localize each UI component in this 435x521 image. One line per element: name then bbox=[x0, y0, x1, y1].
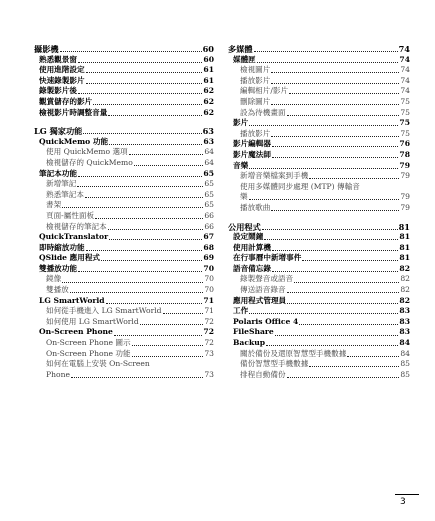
toc-dot-leader bbox=[83, 133, 201, 134]
toc-entry-title: 音樂 bbox=[233, 160, 249, 170]
toc-subentry[interactable] bbox=[228, 370, 410, 381]
toc-entry-title: Polaris Office 4 bbox=[233, 316, 299, 326]
toc-dot-leader bbox=[272, 250, 398, 251]
toc-entry-title: 使用計算機 bbox=[233, 242, 271, 252]
toc-entry-title: 備份智慧型手機數據 bbox=[240, 359, 309, 369]
toc-entry-title: On-Screen Phone 功能 bbox=[46, 348, 131, 358]
toc-entry-title: 關於備份及還原智慧型手機數據 bbox=[240, 348, 347, 358]
toc-subentry[interactable] bbox=[34, 222, 214, 233]
toc-entry-title: 工作 bbox=[233, 306, 249, 316]
toc-entry-title: 檢視影片時調整音量 bbox=[39, 107, 108, 117]
toc-page-number: 82 bbox=[400, 285, 410, 295]
toc-entry[interactable] bbox=[34, 97, 214, 108]
toc-subentry-continuation[interactable] bbox=[228, 192, 410, 203]
toc-entry[interactable] bbox=[34, 327, 214, 338]
toc-page-number: 75 bbox=[400, 107, 410, 117]
toc-subentry[interactable] bbox=[34, 306, 214, 317]
toc-dot-leader bbox=[271, 210, 399, 211]
toc-page-number: 63 bbox=[203, 136, 214, 146]
toc-dot-leader bbox=[62, 207, 203, 208]
toc-right-column bbox=[228, 44, 410, 380]
toc-dot-leader bbox=[287, 115, 400, 116]
toc-section-heading[interactable] bbox=[34, 126, 214, 137]
toc-subentry[interactable] bbox=[228, 76, 410, 87]
toc-dot-leader bbox=[78, 176, 202, 177]
toc-dot-leader bbox=[347, 356, 399, 357]
toc-entry[interactable] bbox=[34, 65, 214, 76]
toc-page-number: 83 bbox=[399, 316, 410, 326]
toc-entry[interactable] bbox=[228, 243, 410, 254]
toc-entry-title: 影片編輯器 bbox=[233, 139, 271, 149]
toc-page-number: 72 bbox=[204, 316, 214, 326]
toc-entry-title: On-Screen Phone bbox=[39, 327, 113, 337]
toc-page-number: 74 bbox=[399, 54, 410, 64]
toc-page-number: 70 bbox=[204, 274, 214, 284]
toc-section-heading[interactable] bbox=[228, 222, 410, 233]
toc-entry-title: Backup bbox=[233, 338, 266, 348]
toc-dot-leader bbox=[257, 62, 399, 63]
toc-dot-leader bbox=[266, 345, 398, 346]
toc-entry-title: 雙播放 bbox=[46, 285, 69, 295]
toc-dot-leader bbox=[262, 229, 398, 230]
toc-entry-title: 即時縮放功能 bbox=[39, 242, 85, 252]
toc-entry-title: 媒體匣 bbox=[233, 54, 256, 64]
toc-dot-leader bbox=[302, 260, 398, 261]
toc-subentry[interactable] bbox=[34, 190, 214, 201]
toc-dot-leader bbox=[287, 377, 400, 378]
toc-page-number: 71 bbox=[204, 306, 214, 316]
toc-subentry[interactable] bbox=[34, 158, 214, 169]
toc-subentry[interactable] bbox=[34, 179, 214, 190]
toc-dot-leader bbox=[271, 72, 399, 73]
toc-entry-title: 書架 bbox=[46, 200, 62, 210]
toc-entry-title: 檢視儲存的 QuickMemo bbox=[46, 157, 133, 167]
toc-dot-leader bbox=[249, 168, 398, 169]
toc-entry-title: 筆記本功能 bbox=[39, 168, 77, 178]
toc-entry-title: LG SmartWorld bbox=[39, 295, 105, 305]
toc-entry-title: 新增音樂檔案到手機 bbox=[240, 171, 309, 181]
toc-subentry[interactable] bbox=[228, 129, 410, 140]
toc-entry-title: 在行事曆中新增事件 bbox=[233, 253, 302, 263]
toc-entry[interactable] bbox=[228, 327, 410, 338]
toc-page-number: 81 bbox=[399, 232, 410, 242]
toc-entry[interactable] bbox=[228, 150, 410, 161]
toc-page-number: 81 bbox=[399, 242, 410, 252]
toc-page-number: 79 bbox=[400, 192, 410, 202]
page-number: 3 bbox=[400, 497, 406, 507]
toc-dot-leader bbox=[129, 154, 204, 155]
toc-subentry[interactable] bbox=[228, 182, 410, 193]
toc-page-number: 62 bbox=[203, 96, 214, 106]
toc-dot-leader bbox=[132, 345, 204, 346]
toc-dot-leader bbox=[109, 239, 202, 240]
toc-dot-leader bbox=[109, 144, 202, 145]
toc-entry-title: 使用多媒體同步處理 (MTP) 傳輸音 bbox=[240, 181, 360, 191]
toc-entry-title: 檢視圖片 bbox=[240, 65, 271, 75]
toc-page-number: 72 bbox=[204, 338, 214, 348]
toc-page-number: 68 bbox=[203, 242, 214, 252]
toc-subentry[interactable] bbox=[34, 317, 214, 328]
toc-entry-title: 新增筆記 bbox=[46, 179, 77, 189]
toc-page-number: 82 bbox=[399, 263, 410, 273]
toc-dot-leader bbox=[271, 136, 399, 137]
toc-section-heading[interactable] bbox=[228, 44, 410, 55]
toc-entry[interactable] bbox=[34, 86, 214, 97]
toc-page-number: 66 bbox=[204, 221, 214, 231]
toc-entry[interactable] bbox=[34, 243, 214, 254]
toc-entry-title: On-Screen Phone 圖示 bbox=[46, 338, 131, 348]
toc-page-number: 69 bbox=[203, 253, 214, 263]
toc-dot-leader bbox=[86, 83, 203, 84]
toc-entry[interactable] bbox=[228, 338, 410, 349]
toc-page-number: 83 bbox=[399, 306, 410, 316]
toc-entry-title: 播放影片 bbox=[240, 128, 271, 138]
toc-dot-leader bbox=[287, 292, 400, 293]
toc-page-number: 82 bbox=[400, 274, 410, 284]
toc-subentry[interactable] bbox=[228, 171, 410, 182]
toc-entry[interactable] bbox=[34, 169, 214, 180]
toc-entry[interactable] bbox=[228, 55, 410, 66]
toc-page-number: 78 bbox=[399, 149, 410, 159]
toc-entry[interactable] bbox=[228, 253, 410, 264]
toc-page-number: 70 bbox=[204, 285, 214, 295]
toc-page-number: 83 bbox=[399, 327, 410, 337]
toc-dot-leader bbox=[294, 282, 399, 283]
toc-page-number: 60 bbox=[203, 54, 214, 64]
toc-entry-title: 公用程式 bbox=[228, 221, 261, 232]
toc-page-number: 85 bbox=[400, 369, 410, 379]
toc-page-number: 73 bbox=[204, 369, 214, 379]
toc-page-number: 62 bbox=[203, 107, 214, 117]
toc-subentry[interactable] bbox=[34, 359, 214, 370]
toc-entry-title: 傳送語音錄音 bbox=[240, 285, 286, 295]
toc-page-number: 67 bbox=[203, 232, 214, 242]
toc-entry[interactable] bbox=[34, 55, 214, 66]
toc-page-number: 74 bbox=[398, 44, 410, 54]
toc-dot-leader bbox=[163, 313, 204, 314]
toc-page-number: 65 bbox=[204, 189, 214, 199]
toc-entry[interactable] bbox=[228, 161, 410, 172]
toc-dot-leader bbox=[299, 324, 398, 325]
toc-page-number: 66 bbox=[204, 210, 214, 220]
toc-entry[interactable] bbox=[34, 232, 214, 243]
toc-dot-leader bbox=[60, 51, 202, 52]
toc-page-number: 82 bbox=[399, 295, 410, 305]
toc-entry-title: 快速錄製影片 bbox=[39, 75, 85, 85]
toc-entry-title: 影片 bbox=[233, 118, 249, 128]
toc-entry[interactable] bbox=[34, 108, 214, 119]
toc-entry-title: 如何在電腦上安裝 On-Screen bbox=[46, 359, 150, 369]
toc-dot-leader bbox=[86, 250, 203, 251]
toc-entry-title: LG 獨家功能 bbox=[34, 126, 83, 137]
toc-dot-leader bbox=[78, 62, 202, 63]
toc-entry-title: 編輯相片/影片 bbox=[240, 86, 289, 96]
toc-dot-leader bbox=[254, 51, 398, 52]
toc-subentry[interactable] bbox=[34, 349, 214, 360]
toc-entry-title: 檢視儲存的筆記本 bbox=[46, 221, 107, 231]
toc-subentry[interactable] bbox=[228, 108, 410, 119]
toc-page-number: 73 bbox=[204, 348, 214, 358]
toc-subentry[interactable] bbox=[34, 285, 214, 296]
toc-dot-leader bbox=[71, 377, 203, 378]
toc-entry-title: 語音備忘錄 bbox=[233, 263, 271, 273]
toc-dot-leader bbox=[249, 125, 398, 126]
toc-subentry[interactable] bbox=[34, 338, 214, 349]
toc-entry-title: 應用程式管理員 bbox=[233, 295, 287, 305]
toc-subentry[interactable] bbox=[34, 211, 214, 222]
toc-entry-title: 使用進階設定 bbox=[39, 65, 85, 75]
toc-dot-leader bbox=[134, 165, 204, 166]
toc-entry-title: 錄製影片後 bbox=[39, 86, 77, 96]
toc-subentry[interactable] bbox=[228, 285, 410, 296]
toc-page-number: 61 bbox=[203, 65, 214, 75]
toc-entry[interactable] bbox=[228, 306, 410, 317]
toc-entry-title: 播放歌曲 bbox=[240, 202, 271, 212]
toc-entry-title: 設為待機畫面 bbox=[240, 107, 286, 117]
toc-page-number: 74 bbox=[400, 86, 410, 96]
toc-entry-title: 多媒體 bbox=[228, 44, 253, 54]
toc-entry[interactable] bbox=[228, 139, 410, 150]
toc-dot-leader bbox=[132, 356, 204, 357]
toc-entry-title: QSlide 應用程式 bbox=[39, 253, 101, 263]
toc-page-number: 79 bbox=[399, 160, 410, 170]
toc-subentry[interactable] bbox=[34, 274, 214, 285]
toc-dot-leader bbox=[93, 104, 202, 105]
toc-subentry[interactable] bbox=[228, 359, 410, 370]
toc-page-number: 60 bbox=[202, 44, 214, 54]
toc-entry-title: 排程自動備份 bbox=[240, 369, 286, 379]
toc-entry-title: 如何使用 LG SmartWorld bbox=[46, 316, 139, 326]
toc-entry[interactable] bbox=[228, 296, 410, 307]
toc-dot-leader bbox=[95, 218, 203, 219]
toc-section-heading[interactable] bbox=[34, 44, 214, 55]
toc-subentry[interactable] bbox=[34, 147, 214, 158]
toc-dot-leader bbox=[249, 199, 400, 200]
toc-dot-leader bbox=[271, 83, 399, 84]
toc-entry-title: QuickMemo 功能 bbox=[39, 136, 109, 146]
toc-entry-title: 熟悉筆記本 bbox=[46, 189, 84, 199]
toc-dot-leader bbox=[272, 146, 398, 147]
toc-dot-leader bbox=[271, 104, 399, 105]
toc-page-number: 65 bbox=[204, 179, 214, 189]
toc-dot-leader bbox=[114, 335, 203, 336]
toc-dot-leader bbox=[108, 229, 204, 230]
toc-entry-title: 攝影機 bbox=[34, 44, 59, 54]
toc-dot-leader bbox=[309, 366, 399, 367]
toc-dot-leader bbox=[275, 335, 399, 336]
toc-page-number: 61 bbox=[203, 75, 214, 85]
toc-page-number: 74 bbox=[400, 65, 410, 75]
toc-page-number: 76 bbox=[399, 139, 410, 149]
toc-entry[interactable] bbox=[34, 296, 214, 307]
toc-entry-title: 熟悉觀景窗 bbox=[39, 54, 77, 64]
toc-entry-title: 鏡像 bbox=[46, 274, 62, 284]
toc-dot-leader bbox=[78, 271, 202, 272]
toc-entry[interactable] bbox=[34, 264, 214, 275]
toc-dot-leader bbox=[140, 324, 204, 325]
toc-page-number: 79 bbox=[400, 202, 410, 212]
toc-dot-leader bbox=[108, 115, 202, 116]
toc-entry[interactable] bbox=[228, 118, 410, 129]
toc-page-number: 79 bbox=[400, 171, 410, 181]
toc-entry-title: 雙播放功能 bbox=[39, 263, 77, 273]
toc-entry-title-continued: 樂 bbox=[240, 192, 248, 202]
toc-page-number: 65 bbox=[203, 168, 214, 178]
toc-entry-title: 使用 QuickMemo 選項 bbox=[46, 147, 128, 157]
page-number-rule bbox=[395, 494, 419, 495]
toc-dot-leader bbox=[287, 303, 398, 304]
toc-page-number: 84 bbox=[400, 348, 410, 358]
toc-page-number: 64 bbox=[204, 147, 214, 157]
toc-subentry-continuation[interactable] bbox=[34, 370, 214, 381]
toc-subentry[interactable] bbox=[34, 200, 214, 211]
toc-dot-leader bbox=[106, 303, 203, 304]
toc-page-number: 75 bbox=[399, 118, 410, 128]
toc-entry-title: 播放影片 bbox=[240, 75, 271, 85]
toc-dot-leader bbox=[272, 157, 398, 158]
toc-dot-leader bbox=[101, 260, 202, 261]
toc-entry[interactable] bbox=[34, 253, 214, 264]
toc-page-number: 74 bbox=[400, 75, 410, 85]
toc-page-number: 72 bbox=[203, 327, 214, 337]
toc-page-number: 81 bbox=[399, 253, 410, 263]
toc-entry[interactable] bbox=[34, 137, 214, 148]
toc-entry-title: QuickTranslator bbox=[39, 232, 109, 242]
toc-page-number: 62 bbox=[203, 86, 214, 96]
toc-entry-title: 如何從手機進入 LG SmartWorld bbox=[46, 306, 162, 316]
toc-entry[interactable] bbox=[34, 76, 214, 87]
toc-entry-title-continued: Phone bbox=[46, 369, 70, 379]
toc-dot-leader bbox=[289, 93, 399, 94]
toc-entry-title: 設定鬧鐘 bbox=[233, 232, 264, 242]
toc-page-number: 81 bbox=[398, 221, 410, 232]
toc-dot-leader bbox=[249, 313, 398, 314]
toc-page-number: 65 bbox=[204, 200, 214, 210]
toc-entry[interactable] bbox=[228, 232, 410, 243]
toc-page-number: 70 bbox=[203, 263, 214, 273]
toc-entry-title: 影片魔法師 bbox=[233, 149, 271, 159]
toc-subentry[interactable] bbox=[228, 65, 410, 76]
toc-subentry[interactable] bbox=[228, 97, 410, 108]
toc-entry-title: FileShare bbox=[233, 327, 274, 337]
toc-page-number: 71 bbox=[203, 295, 214, 305]
toc-entry[interactable] bbox=[228, 317, 410, 328]
toc-page-number: 75 bbox=[400, 96, 410, 106]
toc-entry-title: 頁面-屬性面板 bbox=[46, 210, 95, 220]
toc-page-number: 64 bbox=[204, 157, 214, 167]
toc-subentry[interactable] bbox=[228, 86, 410, 97]
toc-dot-leader bbox=[264, 239, 398, 240]
toc-dot-leader bbox=[70, 292, 204, 293]
toc-entry[interactable] bbox=[228, 264, 410, 275]
toc-page-number: 85 bbox=[400, 359, 410, 369]
toc-entry-title: 觀賞儲存的影片 bbox=[39, 96, 93, 106]
toc-entry-title: 刪除圖片 bbox=[240, 96, 271, 106]
toc-left-column bbox=[34, 44, 214, 380]
toc-dot-leader bbox=[85, 197, 203, 198]
toc-dot-leader bbox=[77, 186, 203, 187]
toc-subentry[interactable] bbox=[228, 274, 410, 285]
toc-page-number: 84 bbox=[399, 338, 410, 348]
toc-entry-title: 錄製聲音或語音 bbox=[240, 274, 294, 284]
toc-dot-leader bbox=[272, 271, 398, 272]
toc-page-number: 75 bbox=[400, 128, 410, 138]
toc-dot-leader bbox=[78, 93, 202, 94]
toc-dot-leader bbox=[309, 178, 399, 179]
toc-subentry[interactable] bbox=[228, 349, 410, 360]
toc-dot-leader bbox=[62, 282, 203, 283]
toc-page-number: 63 bbox=[202, 126, 214, 137]
toc-subentry[interactable] bbox=[228, 203, 410, 214]
toc-dot-leader bbox=[86, 72, 203, 73]
